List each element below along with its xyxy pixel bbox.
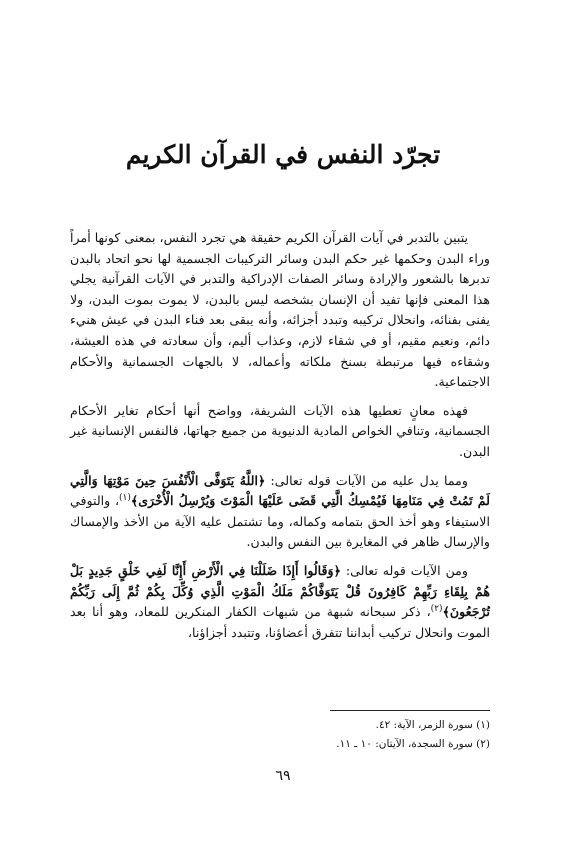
quran-verse-2: ﴿وَقَالُوا أَإِذَا ضَلَلْنَا فِي الْأَرْضِ أَإِنَّا لَفِي خَلْقٍ جَدِيدٍ بَلْ هُمْ بِلِقَاءِ رَبِّهِمْ كَافِرُونَ قُلْ يَتَوَفَّاكُمْ مَلَكُ الْمَوْتِ الَّذِي وُكِّلَ بِكُمْ ثُمَّ إِلَى رَبِّكُمْ تُرْجَعُونَ﴾: [70, 562, 490, 620]
footnote-ref-2[interactable]: (٢): [430, 603, 443, 614]
paragraph-1: يتبين بالتدبر في آيات القرآن الكريم حقيقة هي تجرد النفس، بمعنى كونها أمراً وراء البدن وحكمها غير حكم البدن وسائر التركيبات الجسمية لها نحو اتحاد بالبدن تدبرها بالشعور والإرادة وسائر الصفات الإدراكية والتدبر في الآيات القرآنية يجلي هذا المعنى فإنها تفيد أن الإنسان بشخصه ليس بالبدن، لا يموت بموت البدن، ولا يفنى بفنائه، وانحلال تركيبه وتبدد أجزائه، وأنه يبقى بعد فناء البدن في عيش هنيء دائم، ونعيم مقيم، أو في شقاء لازم، وعذاب أليم، وأن سعادته في هذه العيشة، وشقاءه فيها مرتبطة بسنخ ملكاته وأعماله، لا بالجهات الجسمانية والأحكام الاجتماعية.: [70, 230, 490, 390]
paragraph-2: فهذه معانٍ تعطيها هذه الآيات الشريفة، وواضح أنها أحكام تغاير الأحكام الجسمانية، وتنافي الخواص المادية الدنيوية من جميع جهاتها، فالنفس الإنسانية غير البدن.: [70, 402, 490, 459]
footnote-1: (١) سورة الزمر، الآية: ٤٢.: [375, 719, 490, 731]
paragraph-3-intro: ومما يدل عليه من الآيات قوله تعالى:: [265, 472, 468, 488]
chapter-title: تجرّد النفس في القرآن الكريم: [125, 140, 441, 169]
footnote-divider: [330, 710, 490, 711]
paragraph-4: [70, 561, 490, 643]
body-text: [70, 228, 490, 651]
paragraph-3: [70, 471, 490, 553]
footnote-2: (٢) سورة السجدة، الآيتان: ١٠ ـ ١١.: [336, 738, 490, 750]
paragraph-4-intro: ومن الآيات قوله تعالى:: [341, 562, 468, 578]
footnotes: [200, 716, 490, 754]
paragraph-4-rest: ، ذكر سبحانه شبهة من شبهات الكفار المنكرين للمعاد، وهو أنا بعد الموت وانحلال تركيب أبداننا تتفرق أعضاؤنا، وتتبدد أجزاؤنا،: [70, 604, 490, 640]
page-number: ٦٩: [275, 768, 291, 784]
paragraph-3-rest: ، والتوفي الاستيفاء وهو أخذ الحق بتمامه وكماله، وما تشتمل عليه الآية من الأخذ والإمساك والإرسال ظاهر في المغايرة بين النفس والبدن.: [70, 493, 490, 550]
footnote-ref-1[interactable]: (١): [119, 492, 131, 503]
quran-verse-1: ﴿اللَّهُ يَتَوَفَّى الْأَنْفُسَ حِينَ مَوْتِهَا وَالَّتِي لَمْ تَمُتْ فِي مَنَامِهَا فَيُمْسِكُ الَّتِي قَضَى عَلَيْهَا الْمَوْتَ وَيُرْسِلُ الْأُخْرَى﴾: [70, 472, 490, 509]
